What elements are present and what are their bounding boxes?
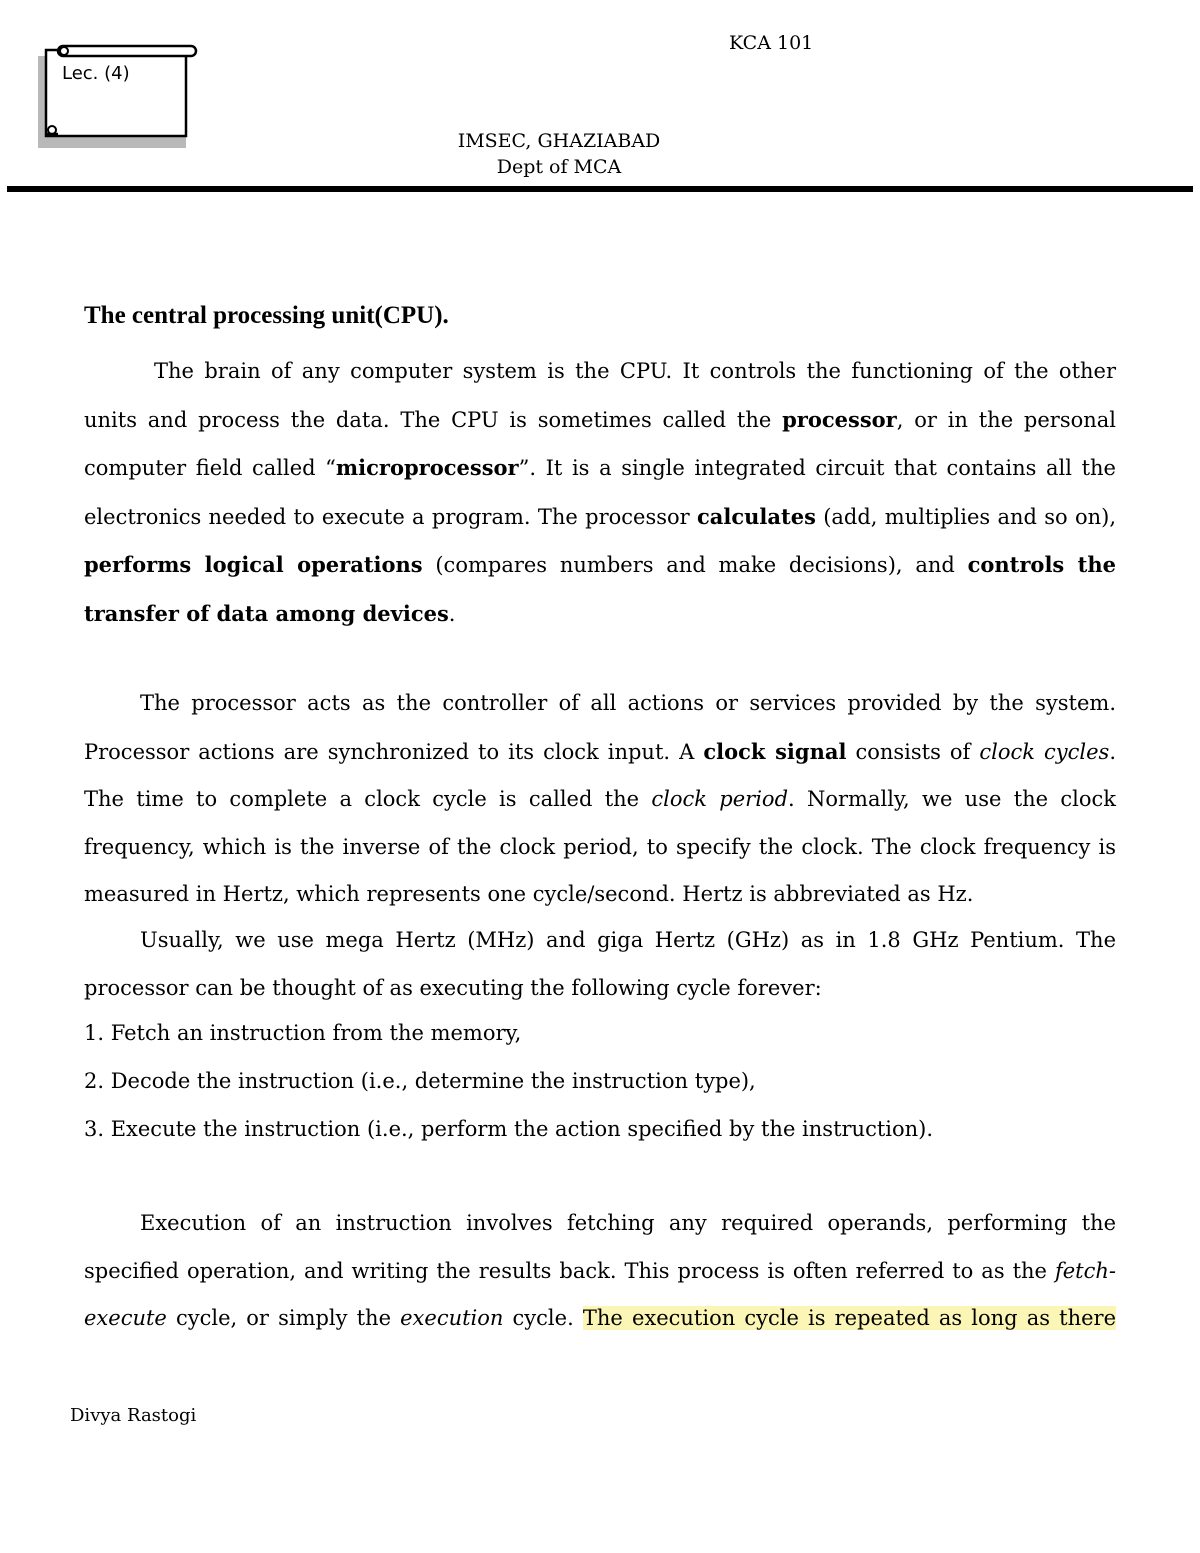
bold-term: clock signal [703, 738, 847, 764]
text: consists of [846, 739, 980, 764]
step-decode: 2. Decode the instruction (i.e., determine the instruction type), [84, 1069, 756, 1093]
text: (add, multiplies and so on), [815, 504, 1117, 529]
text: Usually, we use mega Hertz (MHz) and giga Hertz (GHz) as in 1.8 GHz Pentium. The processor can be thought of as executing the following cycle forever: [84, 928, 1116, 1000]
section-title: The central processing unit(CPU). [84, 302, 449, 329]
text: cycle. [503, 1306, 583, 1330]
bold-term: controls the transfer of data among devices [84, 552, 1116, 626]
text: . Normally, we use the clock frequency, which is the inverse of the clock period, to specify the clock. The clock frequency is measured in Hertz, which represents one cycle/second. Hertz is abbreviated as Hz. [84, 787, 1116, 906]
italic-term: execution [400, 1306, 504, 1330]
footer-author: Divya Rastogi [70, 1405, 197, 1426]
text: Execution of an instruction involves fetching any required operands, performing the specified operation, and writing the results back. This process is often referred to as the [84, 1211, 1116, 1283]
institution-block [300, 128, 818, 180]
highlighted-text: The execution cycle is repeated as long as there [582, 1306, 1116, 1330]
text: The processor acts as the controller of all actions or services provided by the system. Processor actions are synchronized to its clock input. A [84, 691, 1116, 764]
italic-term: fetch-execute [84, 1258, 1116, 1330]
institute-name: IMSEC, GHAZIABAD [457, 130, 661, 152]
paragraph-execution-cycle [84, 1200, 1116, 1343]
step-fetch: 1. Fetch an instruction from the memory, [84, 1021, 522, 1045]
department-name: Dept of MCA [496, 156, 622, 178]
bold-term: calculates [697, 503, 816, 529]
italic-term: clock cycles [979, 739, 1110, 764]
paragraph-cpu-intro [84, 348, 1116, 638]
bold-term: processor [782, 406, 897, 432]
text: . [448, 601, 456, 626]
bold-term: microprocessor [335, 455, 519, 480]
paragraph-frequency [84, 917, 1116, 1012]
paragraph-clock [84, 680, 1116, 919]
bold-term: performs logical operations [84, 552, 423, 577]
italic-term: clock period [651, 787, 789, 811]
header-divider [7, 186, 1193, 192]
course-code: KCA 101 [729, 32, 814, 54]
text: cycle, or simply the [166, 1306, 401, 1330]
scroll-banner-icon [34, 42, 204, 152]
text: The brain of any computer system is the CPU. It controls the functioning of the other units and process the data. The CPU is sometimes called the [84, 359, 1116, 432]
text: ”. It is a single integrated circuit that contains all the electronics needed to execute a program. The processor [84, 456, 1116, 529]
step-execute: 3. Execute the instruction (i.e., perform the action specified by the instruction). [84, 1117, 934, 1141]
text: . The time to complete a clock cycle is called the [84, 739, 1117, 811]
text: , or in the personal computer field called “ [84, 407, 1117, 480]
text: (compares numbers and make decisions), and [422, 553, 968, 577]
lecture-label: Lec. (4) [62, 63, 130, 84]
